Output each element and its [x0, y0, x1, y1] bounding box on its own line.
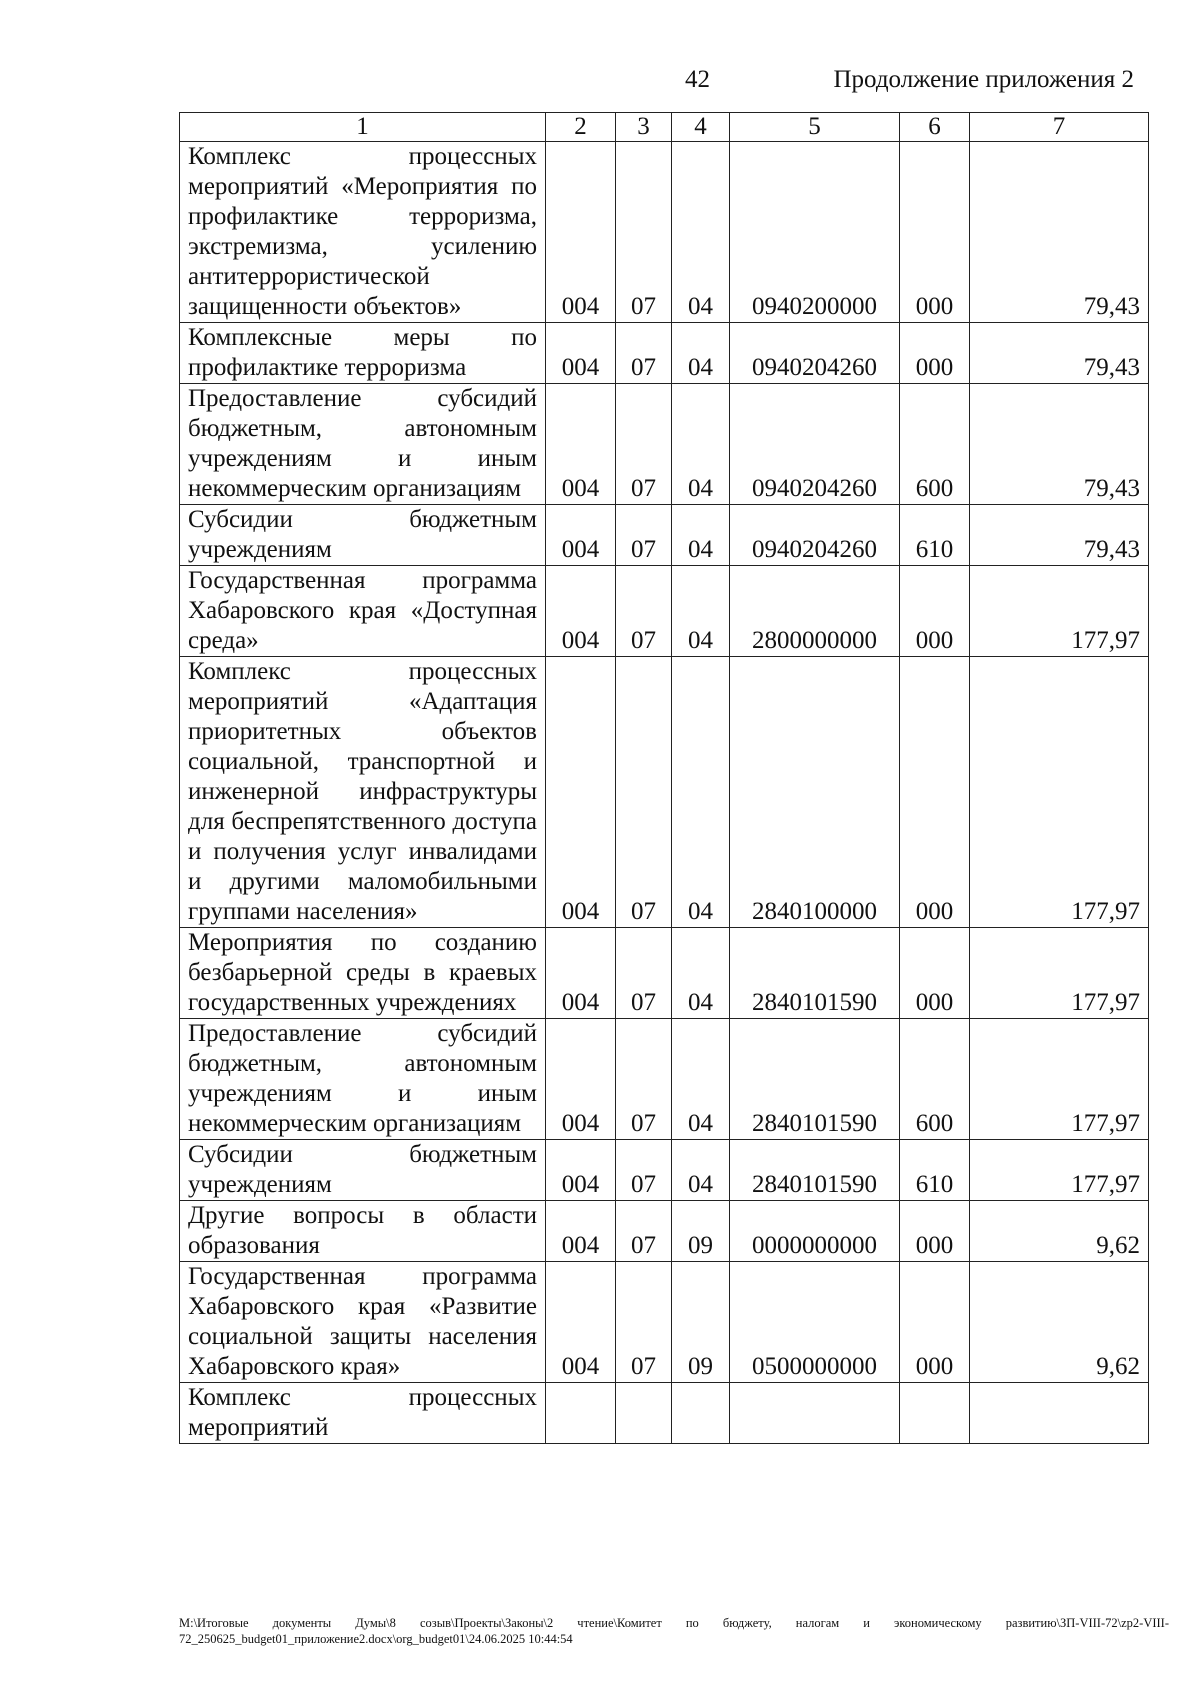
section-code: 07 — [616, 323, 672, 384]
amount — [970, 1383, 1149, 1444]
table-row — [180, 384, 1149, 505]
amount: 79,43 — [970, 505, 1149, 566]
expense-type-code — [900, 1383, 970, 1444]
expense-type-code: 610 — [900, 1140, 970, 1201]
target-article-code: 0940200000 — [730, 142, 900, 323]
expense-type-code: 000 — [900, 1201, 970, 1262]
section-code: 07 — [616, 928, 672, 1019]
target-article-code: 2840101590 — [730, 1140, 900, 1201]
subsection-code: 04 — [672, 505, 730, 566]
row-name: Мероприятия по созданию безбарьерной среды в краевых государственных учреждениях — [180, 928, 546, 1019]
ministry-code: 004 — [546, 1262, 616, 1383]
row-name: Государственная программа Хабаровского края «Развитие социальной защиты населения Хабаровского края» — [180, 1262, 546, 1383]
target-article-code: 0500000000 — [730, 1262, 900, 1383]
subsection-code: 04 — [672, 384, 730, 505]
section-code: 07 — [616, 1262, 672, 1383]
table-row — [180, 657, 1149, 928]
target-article-code — [730, 1383, 900, 1444]
row-name: Комплекс процессных мероприятий «Адаптация приоритетных объектов социальной, транспортной и инженерной инфраструктуры для беспрепятственного доступа и получения услуг инвалидами и другими маломобильными группами населения» — [180, 657, 546, 928]
ministry-code: 004 — [546, 1140, 616, 1201]
row-name: Государственная программа Хабаровского края «Доступная среда» — [180, 566, 546, 657]
expense-type-code: 000 — [900, 928, 970, 1019]
subsection-code: 04 — [672, 928, 730, 1019]
subsection-code: 09 — [672, 1201, 730, 1262]
ministry-code: 004 — [546, 384, 616, 505]
column-header: 5 — [730, 113, 900, 142]
row-name: Предоставление субсидий бюджетным, автономным учреждениям и иным некоммерческим организациям — [180, 384, 546, 505]
table-row — [180, 1140, 1149, 1201]
amount: 79,43 — [970, 384, 1149, 505]
subsection-code: 04 — [672, 323, 730, 384]
table-row — [180, 566, 1149, 657]
amount: 177,97 — [970, 566, 1149, 657]
row-name: Субсидии бюджетным учреждениям — [180, 1140, 546, 1201]
expense-type-code: 000 — [900, 657, 970, 928]
target-article-code: 0000000000 — [730, 1201, 900, 1262]
page-number: 42 — [685, 66, 710, 93]
column-header: 7 — [970, 113, 1149, 142]
ministry-code: 004 — [546, 505, 616, 566]
amount: 9,62 — [970, 1201, 1149, 1262]
column-number-row — [180, 113, 1149, 142]
ministry-code: 004 — [546, 142, 616, 323]
row-name: Комплекс процессных мероприятий — [180, 1383, 546, 1444]
expense-type-code: 600 — [900, 384, 970, 505]
subsection-code: 04 — [672, 657, 730, 928]
ministry-code: 004 — [546, 1019, 616, 1140]
row-name: Субсидии бюджетным учреждениям — [180, 505, 546, 566]
expense-type-code: 000 — [900, 142, 970, 323]
ministry-code — [546, 1383, 616, 1444]
subsection-code: 04 — [672, 142, 730, 323]
section-code: 07 — [616, 384, 672, 505]
column-header: 6 — [900, 113, 970, 142]
subsection-code — [672, 1383, 730, 1444]
row-name: Другие вопросы в области образования — [180, 1201, 546, 1262]
expense-type-code: 000 — [900, 1262, 970, 1383]
target-article-code: 0940204260 — [730, 323, 900, 384]
ministry-code: 004 — [546, 657, 616, 928]
target-article-code: 2800000000 — [730, 566, 900, 657]
amount: 177,97 — [970, 657, 1149, 928]
column-header: 2 — [546, 113, 616, 142]
document-file-path: M:\Итоговые документы Думы\8 созыв\Проекты\Законы\2 чтение\Комитет по бюджету, налогам и экономическому развитию\ЗП-VIII-72\zp2-VIII-72_250625_budget01_приложение2.docx\org_budget01\24.06.2025 10:44:54 — [179, 1616, 1169, 1646]
column-header: 3 — [616, 113, 672, 142]
target-article-code: 2840101590 — [730, 1019, 900, 1140]
table-row — [180, 928, 1149, 1019]
row-name: Предоставление субсидий бюджетным, автономным учреждениям и иным некоммерческим организациям — [180, 1019, 546, 1140]
amount: 9,62 — [970, 1262, 1149, 1383]
ministry-code: 004 — [546, 323, 616, 384]
expense-type-code: 000 — [900, 323, 970, 384]
amount: 177,97 — [970, 1140, 1149, 1201]
column-header: 4 — [672, 113, 730, 142]
expense-type-code: 610 — [900, 505, 970, 566]
page-header — [0, 66, 1200, 106]
table-row — [180, 323, 1149, 384]
section-code: 07 — [616, 142, 672, 323]
section-code: 07 — [616, 1019, 672, 1140]
target-article-code: 2840100000 — [730, 657, 900, 928]
appendix-continuation-label: Продолжение приложения 2 — [833, 66, 1134, 93]
table-row — [180, 1201, 1149, 1262]
section-code — [616, 1383, 672, 1444]
subsection-code: 04 — [672, 566, 730, 657]
expense-type-code: 600 — [900, 1019, 970, 1140]
amount: 79,43 — [970, 323, 1149, 384]
target-article-code: 0940204260 — [730, 384, 900, 505]
row-name: Комплекс процессных мероприятий «Мероприятия по профилактике терроризма, экстремизма, усилению антитеррористической защищенности объектов» — [180, 142, 546, 323]
subsection-code: 09 — [672, 1262, 730, 1383]
expense-type-code: 000 — [900, 566, 970, 657]
section-code: 07 — [616, 657, 672, 928]
table-row — [180, 1383, 1149, 1444]
ministry-code: 004 — [546, 1201, 616, 1262]
table-row — [180, 505, 1149, 566]
target-article-code: 2840101590 — [730, 928, 900, 1019]
amount: 177,97 — [970, 1019, 1149, 1140]
subsection-code: 04 — [672, 1140, 730, 1201]
table-row — [180, 1019, 1149, 1140]
target-article-code: 0940204260 — [730, 505, 900, 566]
table-row — [180, 1262, 1149, 1383]
column-header: 1 — [180, 113, 546, 142]
budget-table — [179, 112, 1149, 1444]
amount: 79,43 — [970, 142, 1149, 323]
row-name: Комплексные меры по профилактике терроризма — [180, 323, 546, 384]
ministry-code: 004 — [546, 566, 616, 657]
subsection-code: 04 — [672, 1019, 730, 1140]
section-code: 07 — [616, 566, 672, 657]
section-code: 07 — [616, 505, 672, 566]
table-row — [180, 142, 1149, 323]
ministry-code: 004 — [546, 928, 616, 1019]
section-code: 07 — [616, 1201, 672, 1262]
amount: 177,97 — [970, 928, 1149, 1019]
section-code: 07 — [616, 1140, 672, 1201]
